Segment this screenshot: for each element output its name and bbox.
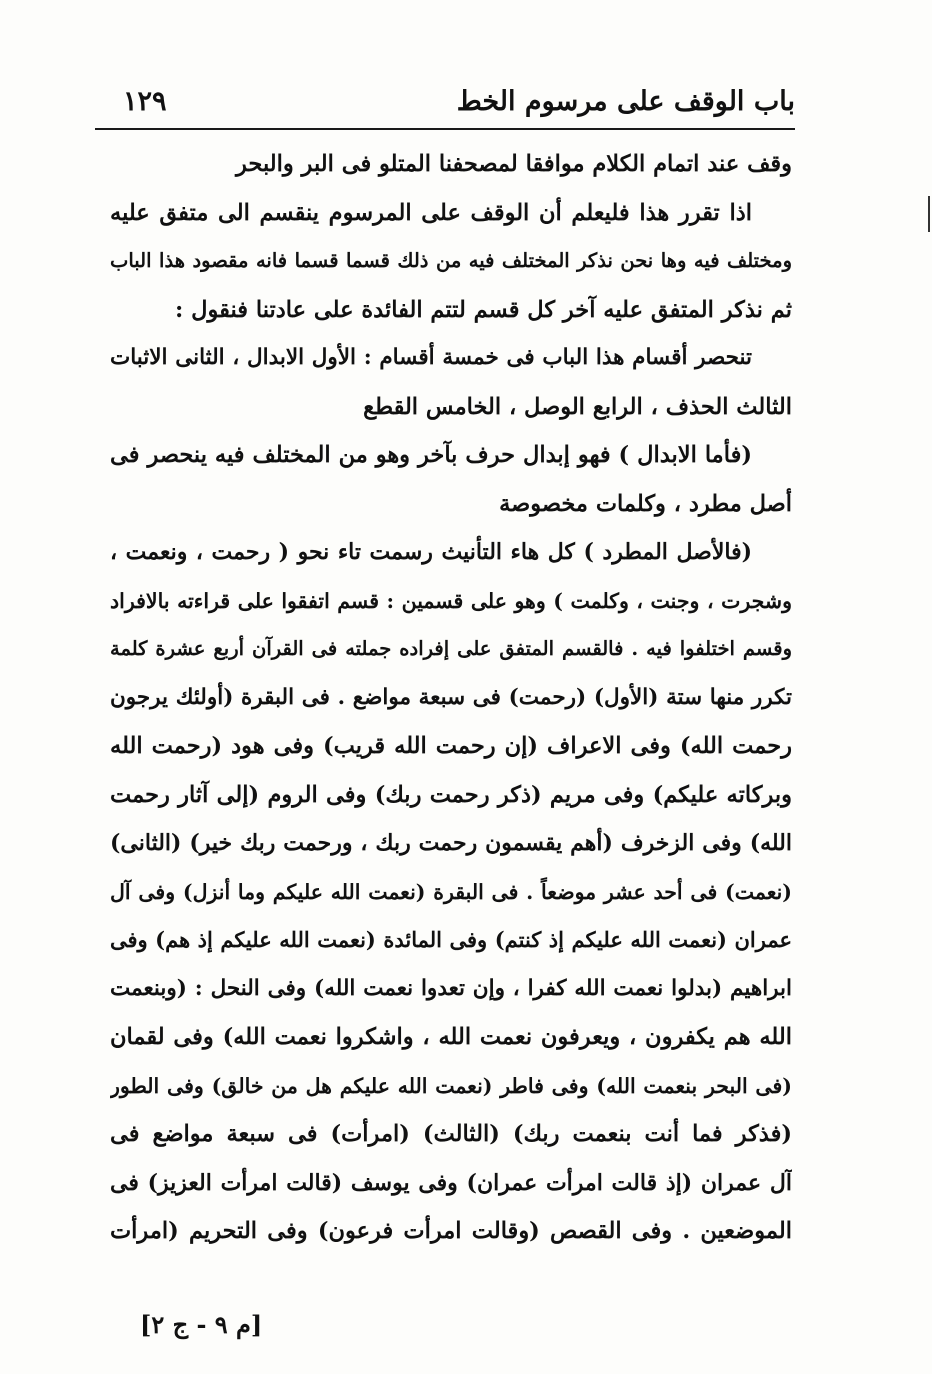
text-line: ابراهيم (بدلوا نعمت الله كفرا ، وإن تعدوا نعمت الله) وفى النحل : (وبنعمت [110,975,792,1001]
margin-mark [928,196,930,232]
running-title: باب الوقف على مرسوم الخط [456,86,795,117]
text-line: الثالث الحذف ، الرابع الوصل ، الخامس القطع [363,393,792,420]
text-line: (فى البحر بنعمت الله) وفى فاطر (نعمت الله عليكم هل من خالق) وفى الطور [110,1073,792,1098]
text-line: رحمت الله) وفى الاعراف (إن رحمت الله قريب) وفى هود (رحمت الله [110,733,792,759]
text-line: ومختلف فيه وها نحن نذكر المختلف فيه من ذلك قسما قسما فانه مقصود هذا الباب [110,249,792,272]
text-line: تنحصر أقسام هذا الباب فى خمسة أقسام : الأول الابدال ، الثانى الاثبات [110,345,752,370]
text-line: اذا تقرر هذا فليعلم أن الوقف على المرسوم ينقسم الى متفق عليه [110,199,752,226]
page-number: ١٢٩ [123,86,167,117]
text-line: وشجرت ، وجنت ، وكلمت ) وهو على قسمين : قسم اتفقوا على قراءته بالافراد [110,588,792,613]
text-line: الله هم يكفرون ، ويعرفون نعمت الله ، واشكروا نعمت الله) وفى لقمان [110,1024,792,1050]
text-line: (نعمت) فى أحد عشر موضعاً . فى البقرة (نعمت الله عليكم وما أنزل) وفى آل [110,879,792,904]
text-line: وبركاته عليكم) وفى مريم (ذكر رحمت ربك) وفى الروم (إلى آثار رحمت [110,781,792,808]
body-text [110,140,792,1256]
text-line: (فالأصل المطرد ) كل هاء التأنيث رسمت تاء نحو ( رحمت ، ونعمت ، [110,539,752,565]
page-header [95,82,795,128]
text-line: تكرر منها ستة (الأول) (رحمت) فى سبعة مواضع . فى البقرة (أولئك يرجون [110,684,792,710]
text-line: ثم نذكر المتفق عليه آخر كل قسم لتتم الفائدة على عادتنا فنقول : [175,296,792,323]
text-line: وقسم اختلفوا فيه . فالقسم المتفق على إفراده جملته فى القرآن أربع عشرة كلمة [110,637,792,660]
header-rule [95,128,795,130]
text-line: وقف عند اتمام الكلام موافقا لمصحفنا المتلو فى البر والبحر [236,151,792,177]
text-line: آل عمران (إذ قالت امرأت عمران) وفى يوسف (قالت امرأت العزيز) فى [110,1169,792,1196]
text-line: (فذكر فما أنت بنعمت ربك) (الثالث) (امرأت) فى سبعة مواضع فى [110,1121,792,1147]
text-line: عمران (نعمت الله عليكم إذ كنتم) وفى المائدة (نعمت الله عليكم إذ هم) وفى [110,927,792,952]
text-line: (فأما الابدال ) فهو إبدال حرف بآخر وهو من المختلف فيه ينحصر فى [110,442,752,468]
signature-mark: [م ٩ - ج ٢] [140,1310,263,1339]
text-line: الموضعين . وفى القصص (وقالت امرأت فرعون) وفى التحريم (امرأت [110,1218,792,1244]
text-line: أصل مطرد ، وكلمات مخصوصة [499,490,792,517]
text-line: الله) وفى الزخرف (أهم يقسمون رحمت ربك ، ورحمت ربك خير) (الثانى) [110,830,792,856]
